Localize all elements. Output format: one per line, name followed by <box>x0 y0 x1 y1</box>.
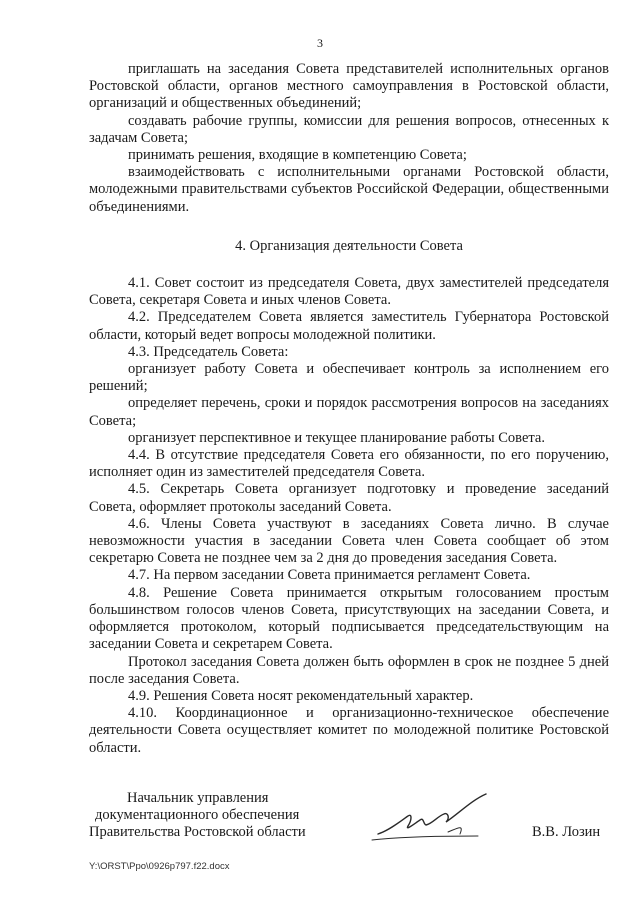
paragraph: 4.8. Решение Совета принимается открытым голосованием простым большинством голосов членов Совета, присутствующих на заседании Совета, и оформляется протоколом, который подписывается председательствующим на заседании Совета и секретарем Совета. <box>89 584 609 653</box>
signatory-title-line: Начальник управления <box>127 790 269 806</box>
document-body <box>89 61 609 757</box>
paragraph: создавать рабочие группы, комиссии для решения вопросов, отнесенных к задачам Совета; <box>89 112 609 146</box>
paragraph: 4.2. Председателем Совета является заместитель Губернатора Ростовской области, который ведет вопросы молодежной политики. <box>89 309 609 343</box>
paragraph: 4.5. Секретарь Совета организует подготовку и проведение заседаний Совета, оформляет протоколы заседаний Совета. <box>89 481 609 515</box>
paragraph: 4.3. Председатель Совета: <box>128 343 289 360</box>
paragraph: организует работу Совета и обеспечивает контроль за исполнением его решений; <box>89 361 609 395</box>
paragraph: 4.6. Члены Совета участвуют в заседаниях Совета лично. В случае невозможности участия в заседании Совета член Совета сообщает об этом секретарю Совета не позднее чем за 2 дня до проведения заседания Совета. <box>89 515 609 567</box>
paragraph: 4.4. В отсутствие председателя Совета его обязанности, по его поручению, исполняет один из заместителей председателя Совета. <box>89 447 609 481</box>
file-path-footer: Y:\ORST\Ppo\0926p797.f22.docx <box>89 861 230 872</box>
handwritten-signature <box>368 790 498 852</box>
signatory-title-line: документационного обеспечения <box>95 807 300 824</box>
paragraph: принимать решения, входящие в компетенцию Совета; <box>128 147 467 164</box>
section-heading: 4. Организация деятельности Совета <box>235 237 463 254</box>
paragraph: Протокол заседания Совета должен быть оформлен в срок не позднее 5 дней после заседания Совета. <box>89 653 609 687</box>
paragraph: 4.10. Координационное и организационно-техническое обеспечение деятельности Совета осуществляет комитет по молодежной политике Ростовской области. <box>89 705 609 756</box>
signatory-title-line: Правительства Ростовской области <box>89 824 306 841</box>
paragraph: 4.9. Решения Совета носят рекомендательный характер. <box>128 687 474 704</box>
paragraph: определяет перечень, сроки и порядок рассмотрения вопросов на заседаниях Совета; <box>89 395 609 429</box>
paragraph: приглашать на заседания Совета представителей исполнительных органов Ростовской области, органов местного самоуправления в Ростовской области, организаций и общественных объединений; <box>89 61 609 112</box>
page-number: 3 <box>317 36 323 50</box>
paragraph: организует перспективное и текущее планирование работы Совета. <box>128 429 545 446</box>
signatory-title <box>89 790 306 842</box>
paragraph: 4.7. На первом заседании Совета принимается регламент Совета. <box>128 567 531 584</box>
paragraph: 4.1. Совет состоит из председателя Совета, двух заместителей председателя Совета, секретаря Совета и иных членов Совета. <box>89 275 609 309</box>
signatory-name: В.В. Лозин <box>532 824 601 840</box>
paragraph: взаимодействовать с исполнительными органами Ростовской области, молодежными правительствами субъектов Российской Федерации, общественными объединениями. <box>89 164 609 215</box>
